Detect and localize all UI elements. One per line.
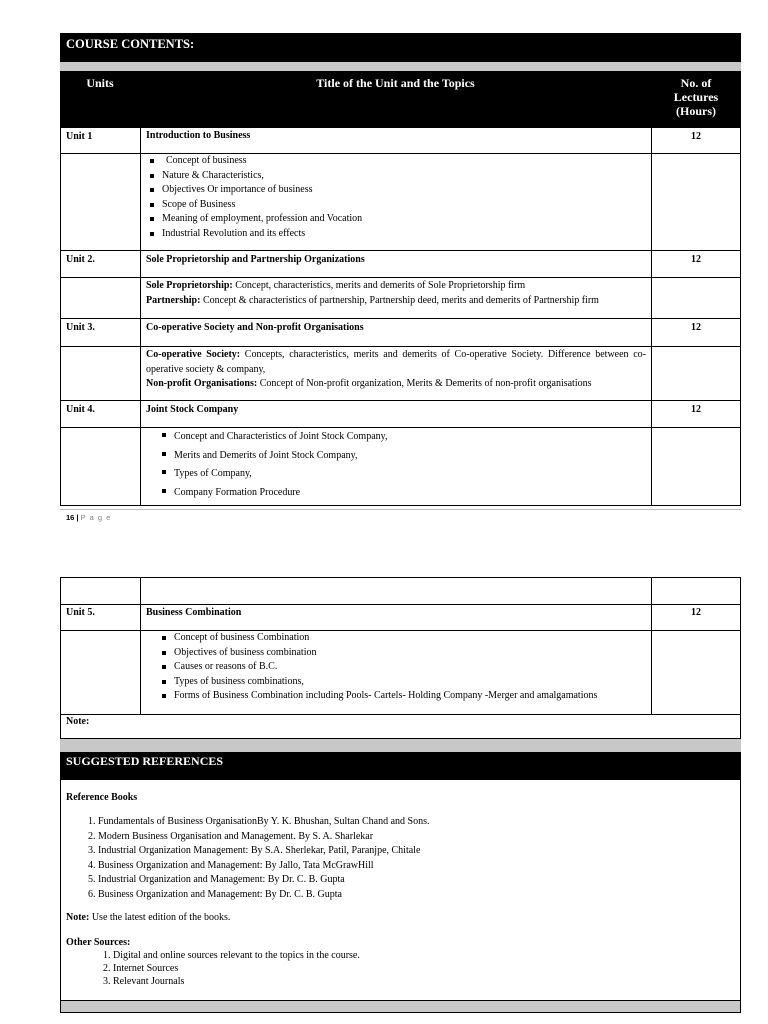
suggested-references-title: SUGGESTED REFERENCES xyxy=(66,754,224,768)
col-header-lectures-line2: Lectures xyxy=(673,90,719,104)
unit4-label: Unit 4. xyxy=(66,404,95,415)
references-box xyxy=(60,780,741,1000)
unit2-desc-para1 xyxy=(146,279,646,294)
page-label: P a g e xyxy=(80,513,112,522)
unit5-topic-2: Objectives of business combination xyxy=(174,646,317,658)
unit3-hours-blank xyxy=(651,346,741,401)
list-item xyxy=(158,465,646,484)
unit1-topic-list xyxy=(146,154,646,241)
col-header-lectures xyxy=(651,76,741,118)
unit3-desc-para1 xyxy=(146,348,646,377)
unit5-topic-1: Concept of business Combination xyxy=(174,632,310,643)
other-sources-label: Other Sources: xyxy=(66,937,131,948)
unit2-title: Sole Proprietorship and Partnership Organizations xyxy=(146,254,365,265)
unit2-label-cell xyxy=(60,250,141,278)
list-item xyxy=(146,154,646,169)
unit4-hours-blank xyxy=(651,427,741,506)
header-gray-strip xyxy=(60,62,741,71)
unit3-para1-label: Co-operative Society: xyxy=(146,349,241,360)
list-item xyxy=(146,212,646,227)
unit5-label-cell xyxy=(60,604,141,631)
list-item xyxy=(158,646,646,661)
unit5-hours-cell xyxy=(651,604,741,631)
unit2-hours-blank xyxy=(651,277,741,319)
unit4-hours: 12 xyxy=(691,404,701,415)
unit2-title-cell xyxy=(140,250,652,278)
list-item xyxy=(146,183,646,198)
list-item xyxy=(146,198,646,213)
page-number: 16 xyxy=(66,513,75,522)
list-item xyxy=(158,689,646,704)
empty-row-cell-1 xyxy=(60,577,141,605)
unit1-blank-cell xyxy=(60,153,141,251)
col-header-lectures-line1: No. of xyxy=(680,76,712,90)
unit2-desc-cell xyxy=(140,277,652,319)
unit2-desc-para2 xyxy=(146,294,646,309)
unit3-para1-text: Concepts, characteristics, merits and demerits of Co-operative Society. Difference between co-operative society & company, xyxy=(146,349,646,375)
unit3-title-cell xyxy=(140,318,652,347)
edition-note-label: Note: xyxy=(66,912,90,923)
unit3-label: Unit 3. xyxy=(66,322,95,333)
unit5-topic-5: Forms of Business Combination including Pools- Cartels- Holding Company -Merger and amalgamations xyxy=(174,690,598,701)
other-source-1: Digital and online sources relevant to the topics in the course. xyxy=(113,950,360,961)
course-contents-title: COURSE CONTENTS: xyxy=(66,37,195,51)
unit5-hours-blank xyxy=(651,630,741,715)
list-item xyxy=(113,962,661,975)
unit1-topic-5: Meaning of employment, profession and Vocation xyxy=(162,213,363,224)
unit1-hours-cell xyxy=(651,127,741,154)
unit4-title: Joint Stock Company xyxy=(146,404,239,415)
unit5-topic-list xyxy=(158,631,646,704)
unit3-title: Co-operative Society and Non-profit Organisations xyxy=(146,322,364,333)
page-footer xyxy=(66,513,111,523)
edition-note-text: Use the latest edition of the books. xyxy=(89,912,231,923)
unit1-hours: 12 xyxy=(691,131,701,142)
unit3-desc-cell xyxy=(140,346,652,401)
unit5-topic-3: Causes or reasons of B.C. xyxy=(174,661,278,672)
unit5-label: Unit 5. xyxy=(66,607,95,618)
col-header-lectures-line3: (Hours) xyxy=(676,104,716,118)
unit5-topics-cell xyxy=(140,630,652,715)
list-item xyxy=(146,227,646,242)
unit2-para1-label: Sole Proprietorship: xyxy=(146,280,233,291)
course-contents-header xyxy=(60,33,741,62)
refs-gray-strip xyxy=(60,739,741,752)
book-4: Business Organization and Management: By Jallo, Tata McGrawHill xyxy=(98,859,374,871)
col-header-units: Units xyxy=(86,76,114,90)
unit1-topics-cell xyxy=(140,153,652,251)
list-item xyxy=(113,975,661,988)
unit3-para2-label: Non-profit Organisations: xyxy=(146,378,258,389)
empty-row-cell-3 xyxy=(651,577,741,605)
book-6: Business Organization and Management: By Dr. C. B. Gupta xyxy=(98,888,342,900)
list-item xyxy=(98,873,706,888)
list-item xyxy=(98,888,706,903)
table-header-row xyxy=(60,71,741,127)
unit3-label-cell xyxy=(60,318,141,347)
unit1-topic-3: Objectives Or importance of business xyxy=(162,184,313,195)
unit5-title-cell xyxy=(140,604,652,631)
book-3: Industrial Organization Management: By S.A. Sherlekar, Patil, Paranjpe, Chitale xyxy=(98,845,421,856)
book-5: Industrial Organization and Management: By Dr. C. B. Gupta xyxy=(98,874,345,885)
page-number-separator: | xyxy=(76,513,79,522)
unit3-hours-cell xyxy=(651,318,741,347)
unit3-blank-cell xyxy=(60,346,141,401)
unit1-title-cell xyxy=(140,127,652,154)
book-2: Modern Business Organisation and Management. By S. A. Sharlekar xyxy=(98,830,374,842)
empty-row-cell-2 xyxy=(140,577,652,605)
unit5-blank-cell xyxy=(60,630,141,715)
unit3-para2-text: Concept of Non-profit organization, Merits & Demerits of non-profit organisations xyxy=(257,378,592,389)
unit3-desc-para2 xyxy=(146,377,646,392)
reference-books-label: Reference Books xyxy=(66,792,138,803)
list-item xyxy=(158,675,646,690)
unit2-hours: 12 xyxy=(691,254,701,265)
list-item xyxy=(146,169,646,184)
unit1-title: Introduction to Business xyxy=(146,130,251,141)
unit2-blank-cell xyxy=(60,277,141,319)
edition-note xyxy=(66,911,230,926)
unit3-hours: 12 xyxy=(691,322,701,333)
unit4-blank-cell xyxy=(60,427,141,506)
list-item xyxy=(158,447,646,466)
unit1-label: Unit 1 xyxy=(66,131,93,142)
list-item xyxy=(158,660,646,675)
other-source-2: Internet Sources xyxy=(113,963,179,974)
unit4-topic-3: Types of Company, xyxy=(174,468,252,479)
unit2-hours-cell xyxy=(651,250,741,278)
unit1-label-cell xyxy=(60,127,141,154)
bottom-gray-strip xyxy=(60,1000,741,1013)
note-label: Note: xyxy=(66,716,90,727)
unit4-hours-cell xyxy=(651,400,741,428)
reference-books-list xyxy=(66,815,706,902)
unit4-topic-list xyxy=(158,428,646,502)
list-item xyxy=(98,830,706,845)
col-header-title: Title of the Unit and the Topics xyxy=(316,76,475,90)
unit4-topic-1: Concept and Characteristics of Joint Stock Company, xyxy=(174,431,388,442)
unit5-topic-4: Types of business combinations, xyxy=(174,675,304,687)
unit1-topic-6: Industrial Revolution and its effects xyxy=(162,227,306,239)
unit2-label: Unit 2. xyxy=(66,254,95,265)
unit4-topic-4: Company Formation Procedure xyxy=(174,486,301,498)
note-cell xyxy=(60,714,741,739)
unit1-topic-1: Concept of business xyxy=(166,155,247,166)
unit2-para2-label: Partnership: xyxy=(146,294,201,306)
unit1-topic-4: Scope of Business xyxy=(162,198,236,210)
unit1-hours-blank xyxy=(651,153,741,251)
list-item xyxy=(158,428,646,447)
list-item xyxy=(98,859,706,874)
suggested-references-header xyxy=(60,752,741,780)
unit4-topic-2: Merits and Demerits of Joint Stock Company, xyxy=(174,449,358,461)
book-1: Fundamentals of Business OrganisationBy Y. K. Bhushan, Sultan Chand and Sons. xyxy=(98,816,430,827)
unit4-topics-cell xyxy=(140,427,652,506)
list-item xyxy=(113,949,661,962)
unit5-title: Business Combination xyxy=(146,607,242,618)
unit2-para1-text: Concept, characteristics, merits and demerits of Sole Proprietorship firm xyxy=(232,280,526,291)
other-source-3: Relevant Journals xyxy=(113,976,185,987)
list-item xyxy=(158,484,646,503)
unit2-para2-text: Concept & characteristics of partnership, Partnership deed, merits and demerits of Partnership firm xyxy=(200,294,599,306)
unit4-title-cell xyxy=(140,400,652,428)
unit1-topic-2: Nature & Characteristics, xyxy=(162,169,264,181)
unit4-label-cell xyxy=(60,400,141,428)
unit5-hours: 12 xyxy=(691,607,701,618)
page-footer-divider xyxy=(60,509,741,510)
other-sources-list xyxy=(61,949,661,988)
list-item xyxy=(98,815,706,830)
list-item xyxy=(98,844,706,859)
list-item xyxy=(158,631,646,646)
